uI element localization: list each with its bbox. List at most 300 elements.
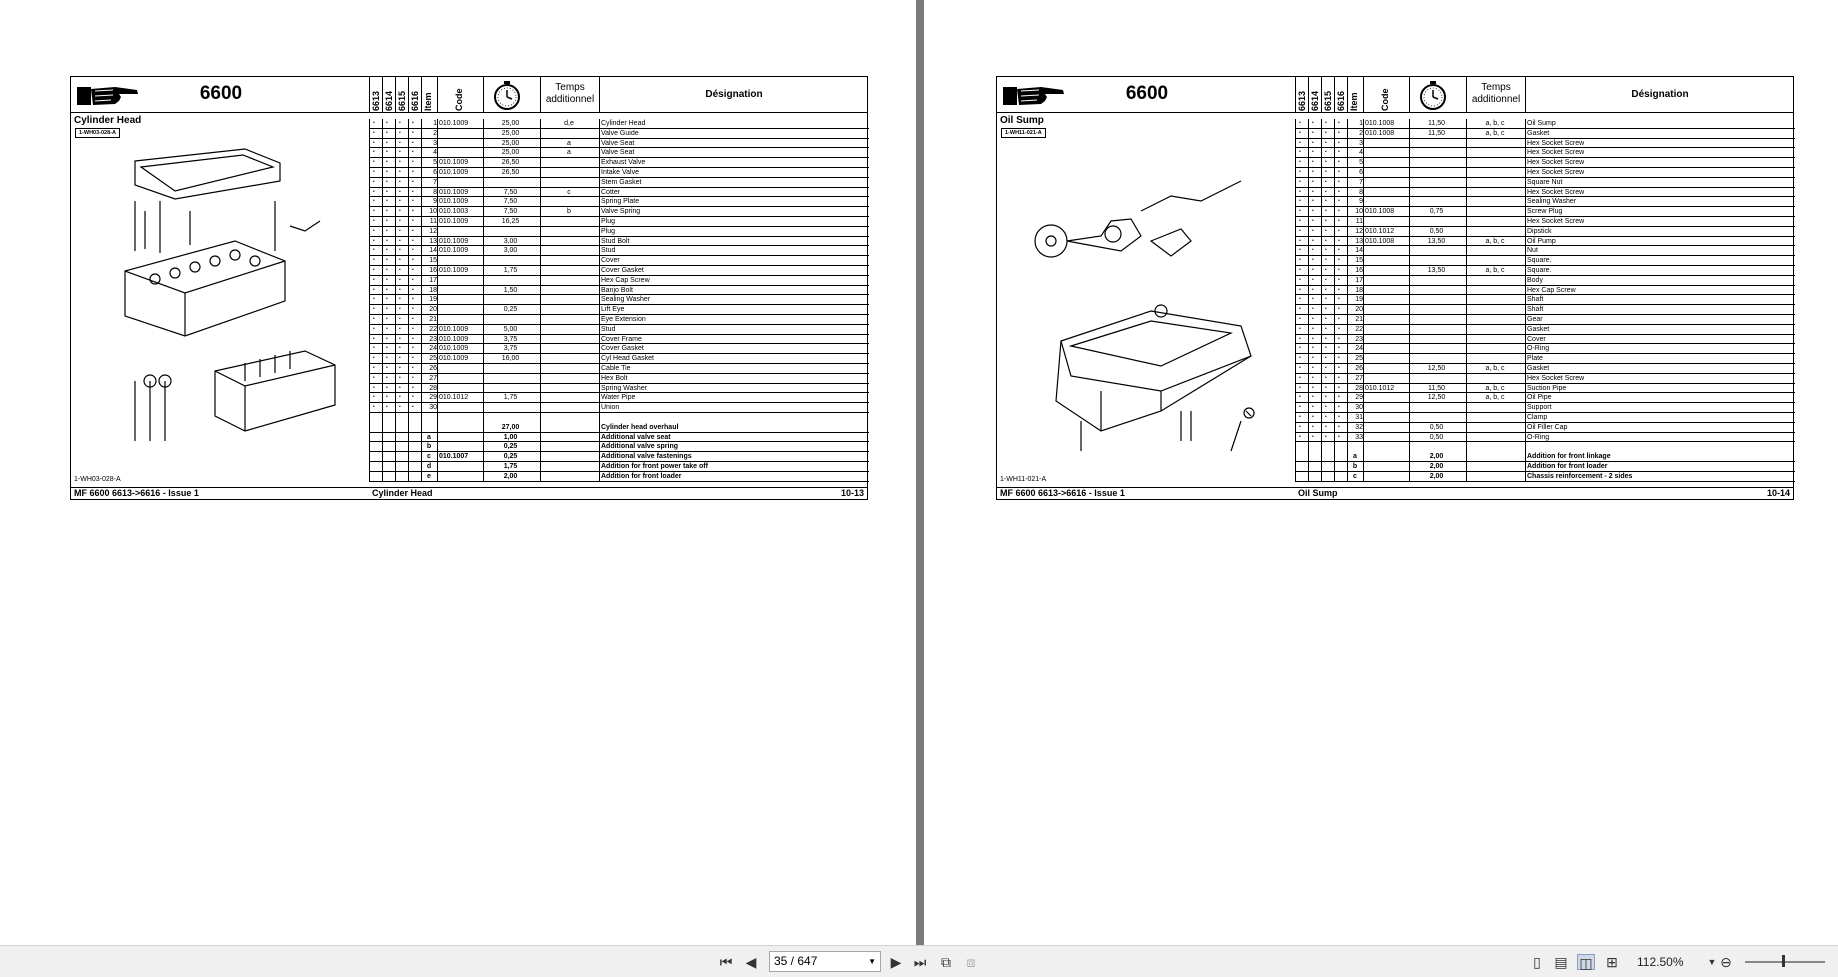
cell-code: 010.1008 [1365,129,1395,137]
model-applicability-dot: • [386,198,388,205]
zoom-dropdown-icon[interactable]: ▼ [1707,957,1717,967]
model-applicability-dot: • [1325,365,1327,371]
cell-extra-time: a, b, c [1485,129,1505,137]
cell-designation: Addition for front power take off [601,463,708,470]
model-applicability-dot: • [1299,345,1301,352]
next-page-button[interactable]: ▶ [890,954,902,970]
cell-designation: Hex Socket Screw [1527,169,1585,176]
model-applicability-dot: • [1299,129,1301,136]
model-applicability-dot: • [1325,306,1327,313]
model-applicability-dot: • [1299,267,1301,273]
model-applicability-dot: • [373,247,375,254]
cell-designation: Cotter [601,188,621,196]
model-applicability-dot: • [1338,286,1340,293]
model-applicability-dot: • [386,208,388,215]
table-row [369,207,869,217]
two-page-view-icon[interactable]: ◫ [1577,954,1595,970]
cell-designation: Hex Socket Screw [1527,218,1585,225]
oil-sump-exploded-diagram [1001,141,1291,461]
table-row [1295,403,1795,413]
model-applicability-dot: • [1312,404,1314,411]
cell-code: 010.1009 [439,247,469,255]
model-applicability-dot: • [412,365,414,371]
cell-designation: Cover Gasket [601,267,644,274]
model-applicability-dot: • [1312,365,1314,371]
cell-designation: Hex Socket Screw [1527,149,1585,157]
cell-time: 1,75 [503,267,518,274]
cell-item: 27 [1355,374,1363,382]
cell-item: 2 [1359,129,1363,137]
model-applicability-dot: • [1338,345,1340,352]
cell-designation: Cover [1527,335,1546,343]
model-number: 6600 [1125,83,1169,104]
model-applicability-dot: • [1338,218,1340,224]
table-column-divider [483,119,484,482]
model-applicability-dot: • [1325,208,1327,215]
cell-item: 15 [429,257,437,265]
cell-designation: Eye Extension [601,316,646,323]
cell-time: 7,50 [503,188,518,196]
cell-designation: Hex Socket Screw [1527,188,1585,196]
cell-code: 010.1012 [1365,227,1395,235]
viewer-statusbar [0,945,1838,977]
table-column-divider [599,119,600,482]
cell-designation: Cylinder Head [601,120,646,127]
table-row [1295,256,1795,266]
cell-time: 1,50 [503,286,518,294]
first-page-button[interactable]: ⏮ [719,954,733,970]
table-row [369,344,869,354]
cell-time: 2,00 [1429,453,1444,461]
model-applicability-dot: • [1325,139,1327,146]
table-row [369,286,869,296]
table-column-divider [1295,119,1296,482]
model-applicability-dot: • [1299,394,1301,401]
table-row [1295,423,1795,433]
model-applicability-dot: • [386,218,388,224]
cell-item: 23 [1355,335,1363,343]
model-applicability-dot: • [1299,218,1301,224]
table-summary-row [369,442,869,452]
table-row [369,374,869,384]
model-applicability-dot: • [399,394,401,401]
model-applicability-dot: • [373,129,375,136]
model-applicability-dot: • [1325,374,1327,381]
model-applicability-dot: • [373,257,375,264]
model-applicability-dot: • [373,316,375,322]
cell-code: 010.1009 [439,120,469,127]
cell-designation: Hex Cap Screw [1527,286,1576,294]
cell-time: 25,00 [501,129,520,137]
model-applicability-dot: • [386,355,388,362]
cell-item: 7 [433,178,437,186]
diagram-ref-bottom: 1-WH03-028-A [74,476,121,483]
cell-designation: Nut [1527,247,1538,255]
cell-designation: Exhaust Valve [601,159,646,167]
model-applicability-dot: • [399,129,401,136]
model-applicability-dot: • [399,286,401,293]
cell-time: 0,50 [1429,433,1444,441]
footer-model-issue: MF 6600 6613->6616 - Issue 1 [74,488,199,498]
cell-time: 27,00 [501,423,520,431]
model-applicability-dot: • [1299,296,1301,303]
model-applicability-dot: • [1338,169,1340,175]
model-applicability-dot: • [412,276,414,283]
model-applicability-dot: • [1312,139,1314,146]
table-summary-row [369,423,869,433]
table-row [369,148,869,158]
page-header [997,77,1793,113]
cell-item: 33 [1355,433,1363,441]
diagram-ref-box: 1-WH11-021-A [1001,128,1046,138]
cell-designation: Additional valve spring [601,443,679,451]
model-applicability-dot: • [1325,178,1327,185]
table-column-divider [1363,119,1364,482]
cell-item: 29 [429,394,437,402]
cell-time: 12,50 [1427,394,1446,402]
table-summary-row [369,472,869,482]
fit-width-icon[interactable]: ⧈ [966,954,976,970]
table-row [1295,129,1795,139]
model-applicability-dot: • [399,208,401,215]
cell-designation: Valve Spring [601,208,641,216]
cell-item: 20 [429,306,437,314]
cell-designation: Addition for front loader [601,472,682,480]
chevron-down-icon: ▼ [868,957,876,966]
cell-designation: Cover Gasket [601,345,644,353]
model-applicability-dot: • [1312,257,1314,264]
model-applicability-dot: • [1312,120,1314,126]
model-applicability-dot: • [1312,414,1314,420]
cell-item: 26 [1355,365,1363,372]
cell-item: 5 [433,159,437,167]
cell-designation: Stud Bolt [601,237,630,245]
cell-code: 010.1009 [439,325,469,333]
cell-designation: Spring Washer [601,384,648,392]
model-applicability-dot: • [386,257,388,264]
model-applicability-dot: • [1338,267,1340,273]
cell-item: 12 [429,227,437,235]
cell-designation: Plug [601,218,616,225]
cell-time: 7,50 [503,198,518,206]
cell-item: 12 [1355,227,1363,235]
cell-designation: Hex Socket Screw [1527,374,1585,382]
model-applicability-dot: • [412,345,414,352]
cell-code: 010.1008 [1365,120,1395,127]
model-applicability-dot: • [1338,404,1340,411]
model-applicability-dot: • [373,404,375,411]
cell-item: 11 [1355,218,1363,225]
cell-time: 11,50 [1428,129,1445,137]
cell-extra-time: c [567,188,571,196]
model-applicability-dot: • [1338,306,1340,313]
cell-designation: Hex Bolt [601,374,628,382]
cell-item: 30 [429,404,437,412]
model-applicability-dot: • [386,276,388,283]
model-applicability-dot: • [399,227,401,234]
model-applicability-dot: • [399,365,401,371]
model-applicability-dot: • [1325,188,1327,195]
model-applicability-dot: • [1338,316,1340,322]
cell-item: 31 [1355,414,1363,421]
pointing-hand-icon [75,81,141,109]
table-row [1295,276,1795,286]
table-column-divider [1409,119,1410,482]
model-applicability-dot: • [373,365,375,371]
model-applicability-dot: • [412,384,414,391]
model-applicability-dot: • [386,394,388,401]
table-row [369,266,869,276]
model-applicability-dot: • [373,374,375,381]
model-applicability-dot: • [373,227,375,234]
cell-time: 1,00 [503,433,518,441]
cell-designation: O-Ring [1527,345,1550,353]
cell-item: 10 [429,208,437,216]
cell-designation: Body [1527,276,1543,284]
table-row [1295,286,1795,296]
zoom-out-icon[interactable]: ⊖ [1720,954,1732,970]
table-row [369,393,869,403]
model-applicability-dot: • [1338,433,1340,440]
model-applicability-dot: • [386,306,388,313]
model-applicability-dot: • [399,374,401,381]
cell-time: 0,50 [1429,423,1444,431]
cell-designation: O-Ring [1527,433,1550,441]
cell-code: 010.1009 [439,188,469,196]
cell-designation: Oil Pump [1527,237,1556,245]
model-applicability-dot: • [386,120,388,126]
cell-designation: Stud [601,325,616,333]
cell-code: 010.1012 [439,394,469,402]
model-applicability-dot: • [412,296,414,303]
model-applicability-dot: • [386,267,388,273]
footer-model-issue: MF 6600 6613->6616 - Issue 1 [1000,488,1125,498]
model-applicability-dot: • [373,178,375,185]
model-applicability-dot: • [373,335,375,342]
model-applicability-dot: • [386,129,388,136]
cell-item: 11 [429,218,437,225]
cell-item: 28 [429,384,437,392]
cell-designation: Union [601,404,620,412]
table-row [1295,384,1795,394]
col-header-6614: 6614 [1310,90,1320,111]
cell-time: 3,00 [503,237,518,245]
cell-item: 24 [429,345,437,353]
model-applicability-dot: • [1338,423,1340,430]
table-row [1295,266,1795,276]
model-applicability-dot: • [1312,345,1314,352]
model-applicability-dot: • [1325,414,1327,420]
model-applicability-dot: • [373,218,375,224]
model-applicability-dot: • [399,149,401,156]
cell-code: 010.1008 [1365,208,1395,216]
model-applicability-dot: • [1325,257,1327,264]
cell-designation: Square. [1527,267,1552,274]
table-row [1295,364,1795,374]
model-applicability-dot: • [412,267,414,273]
pointing-hand-icon [1001,81,1067,109]
cell-item: a [427,433,431,441]
cell-designation: Cover Frame [601,335,642,343]
table-row [369,315,869,325]
model-applicability-dot: • [1312,394,1314,401]
model-applicability-dot: • [1312,316,1314,322]
single-page-view-icon[interactable]: ▯ [1533,954,1541,970]
model-applicability-dot: • [1312,296,1314,303]
cell-designation: Screw Plug [1527,208,1563,216]
table-row [1295,178,1795,188]
table-summary-row [369,452,869,462]
previous-page-button[interactable]: ◀ [745,954,757,970]
page-number-input[interactable]: 35 / 647 ▼ [769,951,881,972]
cell-item: 18 [429,286,437,294]
table-row [369,119,869,129]
footer-section: Oil Sump [1298,488,1338,498]
model-applicability-dot: • [1299,149,1301,156]
model-applicability-dot: • [1312,198,1314,205]
model-applicability-dot: • [399,257,401,264]
zoom-level[interactable]: 112.50% [1637,955,1684,969]
table-row [1295,344,1795,354]
model-applicability-dot: • [412,247,414,254]
model-applicability-dot: • [1325,433,1327,440]
model-applicability-dot: • [1325,276,1327,283]
model-applicability-dot: • [399,198,401,205]
model-applicability-dot: • [386,188,388,195]
model-applicability-dot: • [1325,198,1327,205]
cell-code: 010.1009 [439,335,469,343]
model-applicability-dot: • [1312,374,1314,381]
cell-designation: Cyl Head Gasket [601,355,654,363]
table-column-divider [540,119,541,482]
continuous-view-icon[interactable]: ▤ [1554,954,1568,970]
model-applicability-dot: • [373,139,375,146]
cell-extra-time: a, b, c [1485,365,1505,372]
model-applicability-dot: • [1312,325,1314,332]
table-row [369,325,869,335]
fit-page-icon[interactable]: ⧉ [941,954,951,970]
table-row [369,227,869,237]
model-applicability-dot: • [373,198,375,205]
model-applicability-dot: • [386,178,388,185]
col-header-temps: Temps additionnel [545,82,595,105]
cell-designation: Shaft [1527,306,1544,314]
model-applicability-dot: • [1312,159,1314,166]
model-applicability-dot: • [386,139,388,146]
model-applicability-dot: • [1338,414,1340,420]
model-applicability-dot: • [1299,208,1301,215]
model-applicability-dot: • [1312,129,1314,136]
col-header-item: Item [1349,92,1359,111]
cell-designation: Stud [601,247,616,255]
model-applicability-dot: • [373,345,375,352]
model-applicability-dot: • [1338,198,1340,205]
model-applicability-dot: • [399,247,401,254]
cell-item: 5 [1359,159,1363,167]
cell-item: 6 [433,169,437,176]
model-applicability-dot: • [1338,159,1340,166]
last-page-button[interactable]: ⏭ [913,954,927,970]
model-applicability-dot: • [1338,394,1340,401]
cell-extra-time: a, b, c [1485,237,1505,245]
two-page-continuous-icon[interactable]: ⊞ [1606,954,1618,970]
cell-designation: Valve Seat [601,149,635,157]
cell-code: 010.1009 [439,237,469,245]
cell-designation: Support [1527,404,1552,412]
cell-designation: Oil Filler Cap [1527,423,1568,431]
model-applicability-dot: • [1338,335,1340,342]
model-applicability-dot: • [399,139,401,146]
table-column-divider [421,119,422,482]
model-applicability-dot: • [399,335,401,342]
model-applicability-dot: • [1312,178,1314,185]
cell-extra-time: a [567,149,571,157]
model-applicability-dot: • [386,149,388,156]
table-row [1295,305,1795,315]
table-column-divider [1321,119,1322,482]
cell-item: 17 [1355,276,1363,284]
model-applicability-dot: • [386,169,388,175]
cell-designation: Sealing Washer [601,296,651,304]
table-summary-row [1295,452,1795,462]
col-header-6614: 6614 [384,90,394,111]
cell-extra-time: b [567,208,571,216]
cell-item: 4 [433,149,437,157]
model-applicability-dot: • [412,198,414,205]
col-header-code: Code [1380,88,1390,111]
cell-item: 7 [1359,178,1363,186]
model-applicability-dot: • [1325,169,1327,175]
model-applicability-dot: • [1312,237,1314,244]
model-applicability-dot: • [399,178,401,185]
table-row [369,364,869,374]
col-header-designation: Désignation [1631,89,1689,100]
zoom-slider[interactable] [1745,961,1825,963]
cell-item: 14 [429,247,437,255]
model-applicability-dot: • [399,355,401,362]
table-row [369,384,869,394]
model-applicability-dot: • [412,306,414,313]
cell-item: 25 [429,355,437,363]
cell-item: 1 [433,120,437,127]
model-applicability-dot: • [1312,384,1314,391]
cell-designation: Spring Plate [601,198,640,206]
model-applicability-dot: • [1312,286,1314,293]
model-applicability-dot: • [1299,188,1301,195]
table-row [1295,168,1795,178]
cell-item: e [427,472,431,480]
cell-designation: Square. [1527,257,1552,265]
model-applicability-dot: • [386,316,388,322]
col-header-code: Code [454,88,464,111]
model-applicability-dot: • [386,384,388,391]
model-applicability-dot: • [1312,423,1314,430]
table-row [369,178,869,188]
model-applicability-dot: • [399,188,401,195]
cell-time: 25,00 [501,139,520,147]
model-applicability-dot: • [1325,423,1327,430]
model-applicability-dot: • [1338,120,1340,126]
cell-item: 25 [1355,355,1363,363]
cell-item: 19 [429,296,437,304]
model-applicability-dot: • [1325,218,1327,224]
cell-designation: Valve Guide [601,129,639,137]
table-column-divider [369,119,370,482]
zoom-slider-handle[interactable] [1782,955,1785,967]
cell-item: 16 [1355,267,1363,274]
model-applicability-dot: • [373,188,375,195]
model-applicability-dot: • [1312,276,1314,283]
